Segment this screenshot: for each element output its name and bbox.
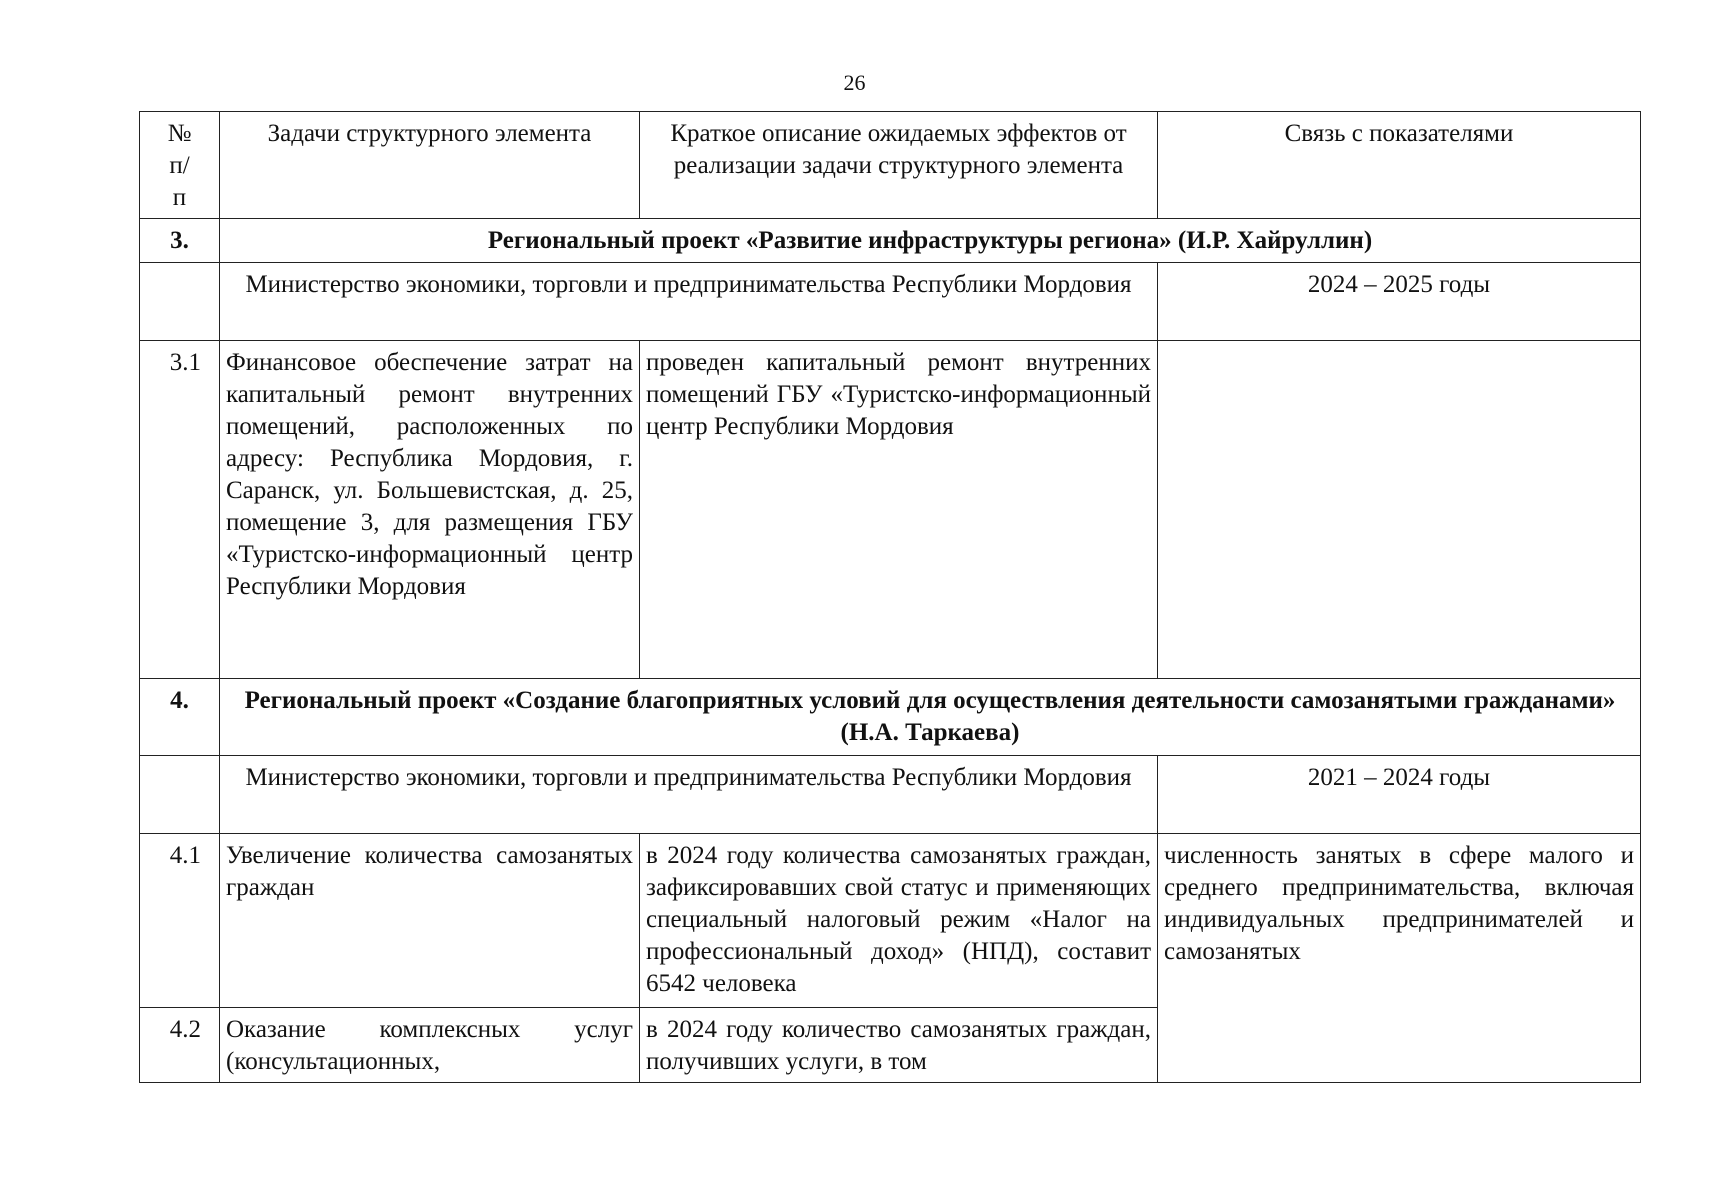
table-row (140, 341, 1641, 679)
section-3-title: Региональный проект «Развитие инфраструктуры региона» (И.Р. Хайруллин) (220, 219, 1641, 263)
row-number: 3.1 (140, 341, 220, 679)
structural-elements-table (139, 111, 1641, 1083)
header-col-tasks: Задачи структурного элемента (220, 112, 640, 219)
row-task: Оказание комплексных услуг (консультационных, (220, 1008, 640, 1083)
section-4-title: Региональный проект «Создание благоприятных условий для осуществления деятельности самозанятыми гражданами» (Н.А. Таркаева) (220, 679, 1641, 756)
page-number: 26 (843, 70, 866, 95)
row-task: Увеличение количества самозанятых граждан (220, 834, 640, 1008)
section-4-ministry-row (140, 756, 1641, 834)
section-3-number: 3. (140, 219, 220, 263)
row-effect: проведен капитальный ремонт внутренних помещений ГБУ «Туристско-информационный центр Республики Мордовия (640, 341, 1158, 679)
header-col-effects: Краткое описание ожидаемых эффектов от реализации задачи структурного элемента (640, 112, 1158, 219)
row-task: Финансовое обеспечение затрат на капитальный ремонт внутренних помещений, расположенных по адресу: Республика Мордовия, г. Саранск, ул. Большевистская, д. 25, помещение 3, для размещения ГБУ «Туристско-информационный центр Республики Мордовия (220, 341, 640, 679)
row-effect: в 2024 году количество самозанятых граждан, получивших услуги, в том (640, 1008, 1158, 1083)
row-number: 4.2 (140, 1008, 220, 1083)
header-col-num: № п/п (140, 112, 220, 219)
section-4-ministry: Министерство экономики, торговли и предпринимательства Республики Мордовия (220, 756, 1158, 834)
section-4-years: 2021 – 2024 годы (1158, 756, 1641, 834)
table-header-row (140, 112, 1641, 219)
table-row (140, 834, 1641, 1008)
header-col-indicators: Связь с показателями (1158, 112, 1641, 219)
section-3-title-row (140, 219, 1641, 263)
section-4-title-row (140, 679, 1641, 756)
row-effect: в 2024 году количества самозанятых граждан, зафиксировавших свой статус и применяющих специальный налоговый режим «Налог на профессиональный доход» (НПД), составит 6542 человека (640, 834, 1158, 1008)
row-number: 4.1 (140, 834, 220, 1008)
section-3-ministry-row (140, 263, 1641, 341)
section-4-number: 4. (140, 679, 220, 756)
section-3-years: 2024 – 2025 годы (1158, 263, 1641, 341)
section-3-ministry: Министерство экономики, торговли и предпринимательства Республики Мордовия (220, 263, 1158, 341)
row-indicator (1158, 341, 1641, 679)
row-indicator: численность занятых в сфере малого и среднего предпринимательства, включая индивидуальных предпринимателей и самозанятых (1158, 834, 1641, 1083)
